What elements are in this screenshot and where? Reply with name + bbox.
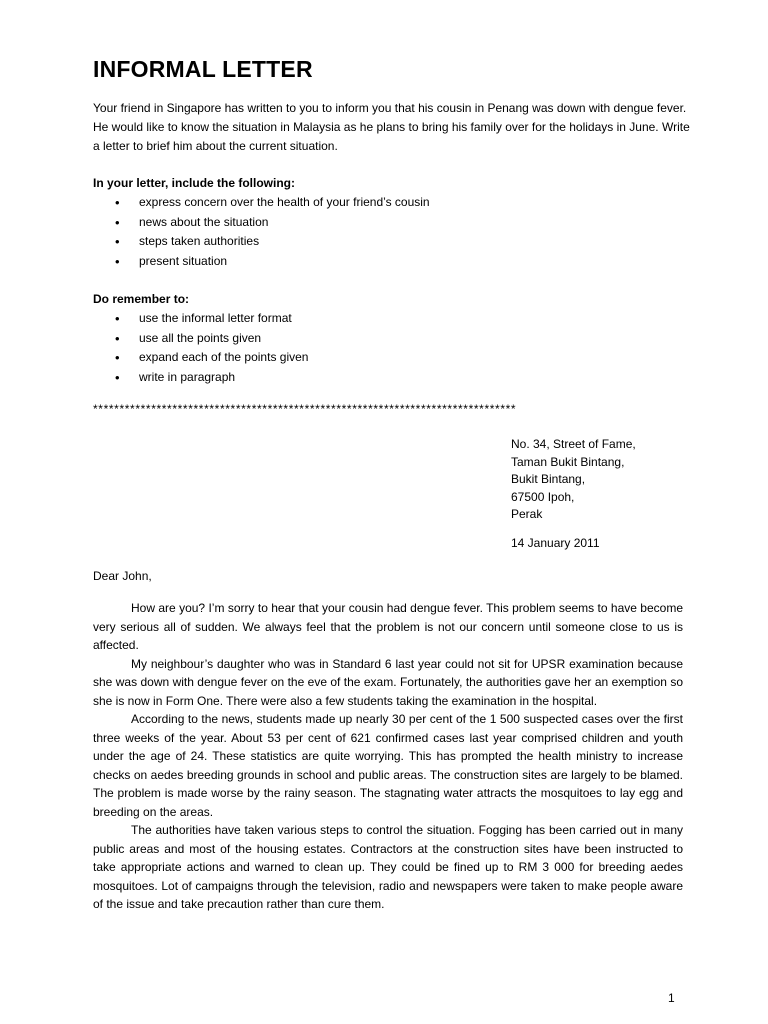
list-item: • present situation <box>93 252 430 272</box>
include-list <box>93 193 430 271</box>
address-line: 67500 Ipoh, <box>511 489 575 504</box>
task-intro: Your friend in Singapore has written to you to inform you that his cousin in Penang was down with dengue fever. He would like to know the situation in Malaysia as he plans to bring his family over for the holidays in June. Write a letter to brief him about the current situation. <box>93 101 690 153</box>
separator-line: ******************************************************************************** <box>93 402 517 416</box>
address-line: No. 34, Street of Fame, <box>511 437 636 451</box>
include-heading: In your letter, include the following: <box>93 176 296 190</box>
salutation: Dear John, <box>93 569 152 583</box>
body-paragraph: How are you? I’m sorry to hear that your cousin had dengue fever. This problem seems to have become very serious all of sudden. We always feel that the problem is not our concern until someone close to us is affected. <box>93 601 683 652</box>
remember-heading: Do remember to: <box>93 292 190 306</box>
list-item: • write in paragraph <box>93 368 308 388</box>
page-number: 1 <box>668 991 675 1005</box>
body-paragraph: The authorities have taken various steps to control the situation. Fogging has been carried out in many public areas and most of the housing estates. Contractors at the construction sites have been instructed to take appropriate actions and warned to clean up. They could be fined up to RM 3 000 for breeding aedes mosquitoes. Lot of campaigns through the television, radio and newspapers were taken to make people aware of the issue and take precaution rather than cure them. <box>93 823 683 911</box>
list-item: • use all the points given <box>93 329 308 349</box>
list-item: • news about the situation <box>93 213 430 233</box>
list-item: • expand each of the points given <box>93 348 308 368</box>
address-line: Perak <box>511 507 543 521</box>
body-paragraph: According to the news, students made up nearly 30 per cent of the 1 500 suspected cases over the first three weeks of the year. About 53 per cent of 621 confirmed cases last year comprised children and youth under the age of 24. These statistics are quite worrying. This has prompted the health ministry to increase checks on aedes breeding grounds in school and public areas. The construction sites are largely to be blamed. The problem is made worse by the rainy season. The stagnating water attracts the mosquitoes to lay egg and breeding on the areas. <box>93 712 683 819</box>
body-paragraph: My neighbour’s daughter who was in Standard 6 last year could not sit for UPSR examination because she was down with dengue fever on the eve of the exam. Fortunately, the authorities gave her an exemption so she is now in Form One. There were also a few students taking the examination in the hospital. <box>93 656 683 708</box>
address-line: Bukit Bintang, <box>511 472 586 486</box>
remember-list <box>93 309 308 387</box>
list-item: • express concern over the health of your friend’s cousin <box>93 193 430 213</box>
letter-date: 14 January 2011 <box>511 536 600 550</box>
document-title: INFORMAL LETTER <box>93 56 313 82</box>
sender-address <box>511 436 636 524</box>
list-item: • steps taken authorities <box>93 232 430 252</box>
letter-body <box>93 599 683 914</box>
list-item: • use the informal letter format <box>93 309 308 329</box>
address-line: Taman Bukit Bintang, <box>511 454 625 469</box>
